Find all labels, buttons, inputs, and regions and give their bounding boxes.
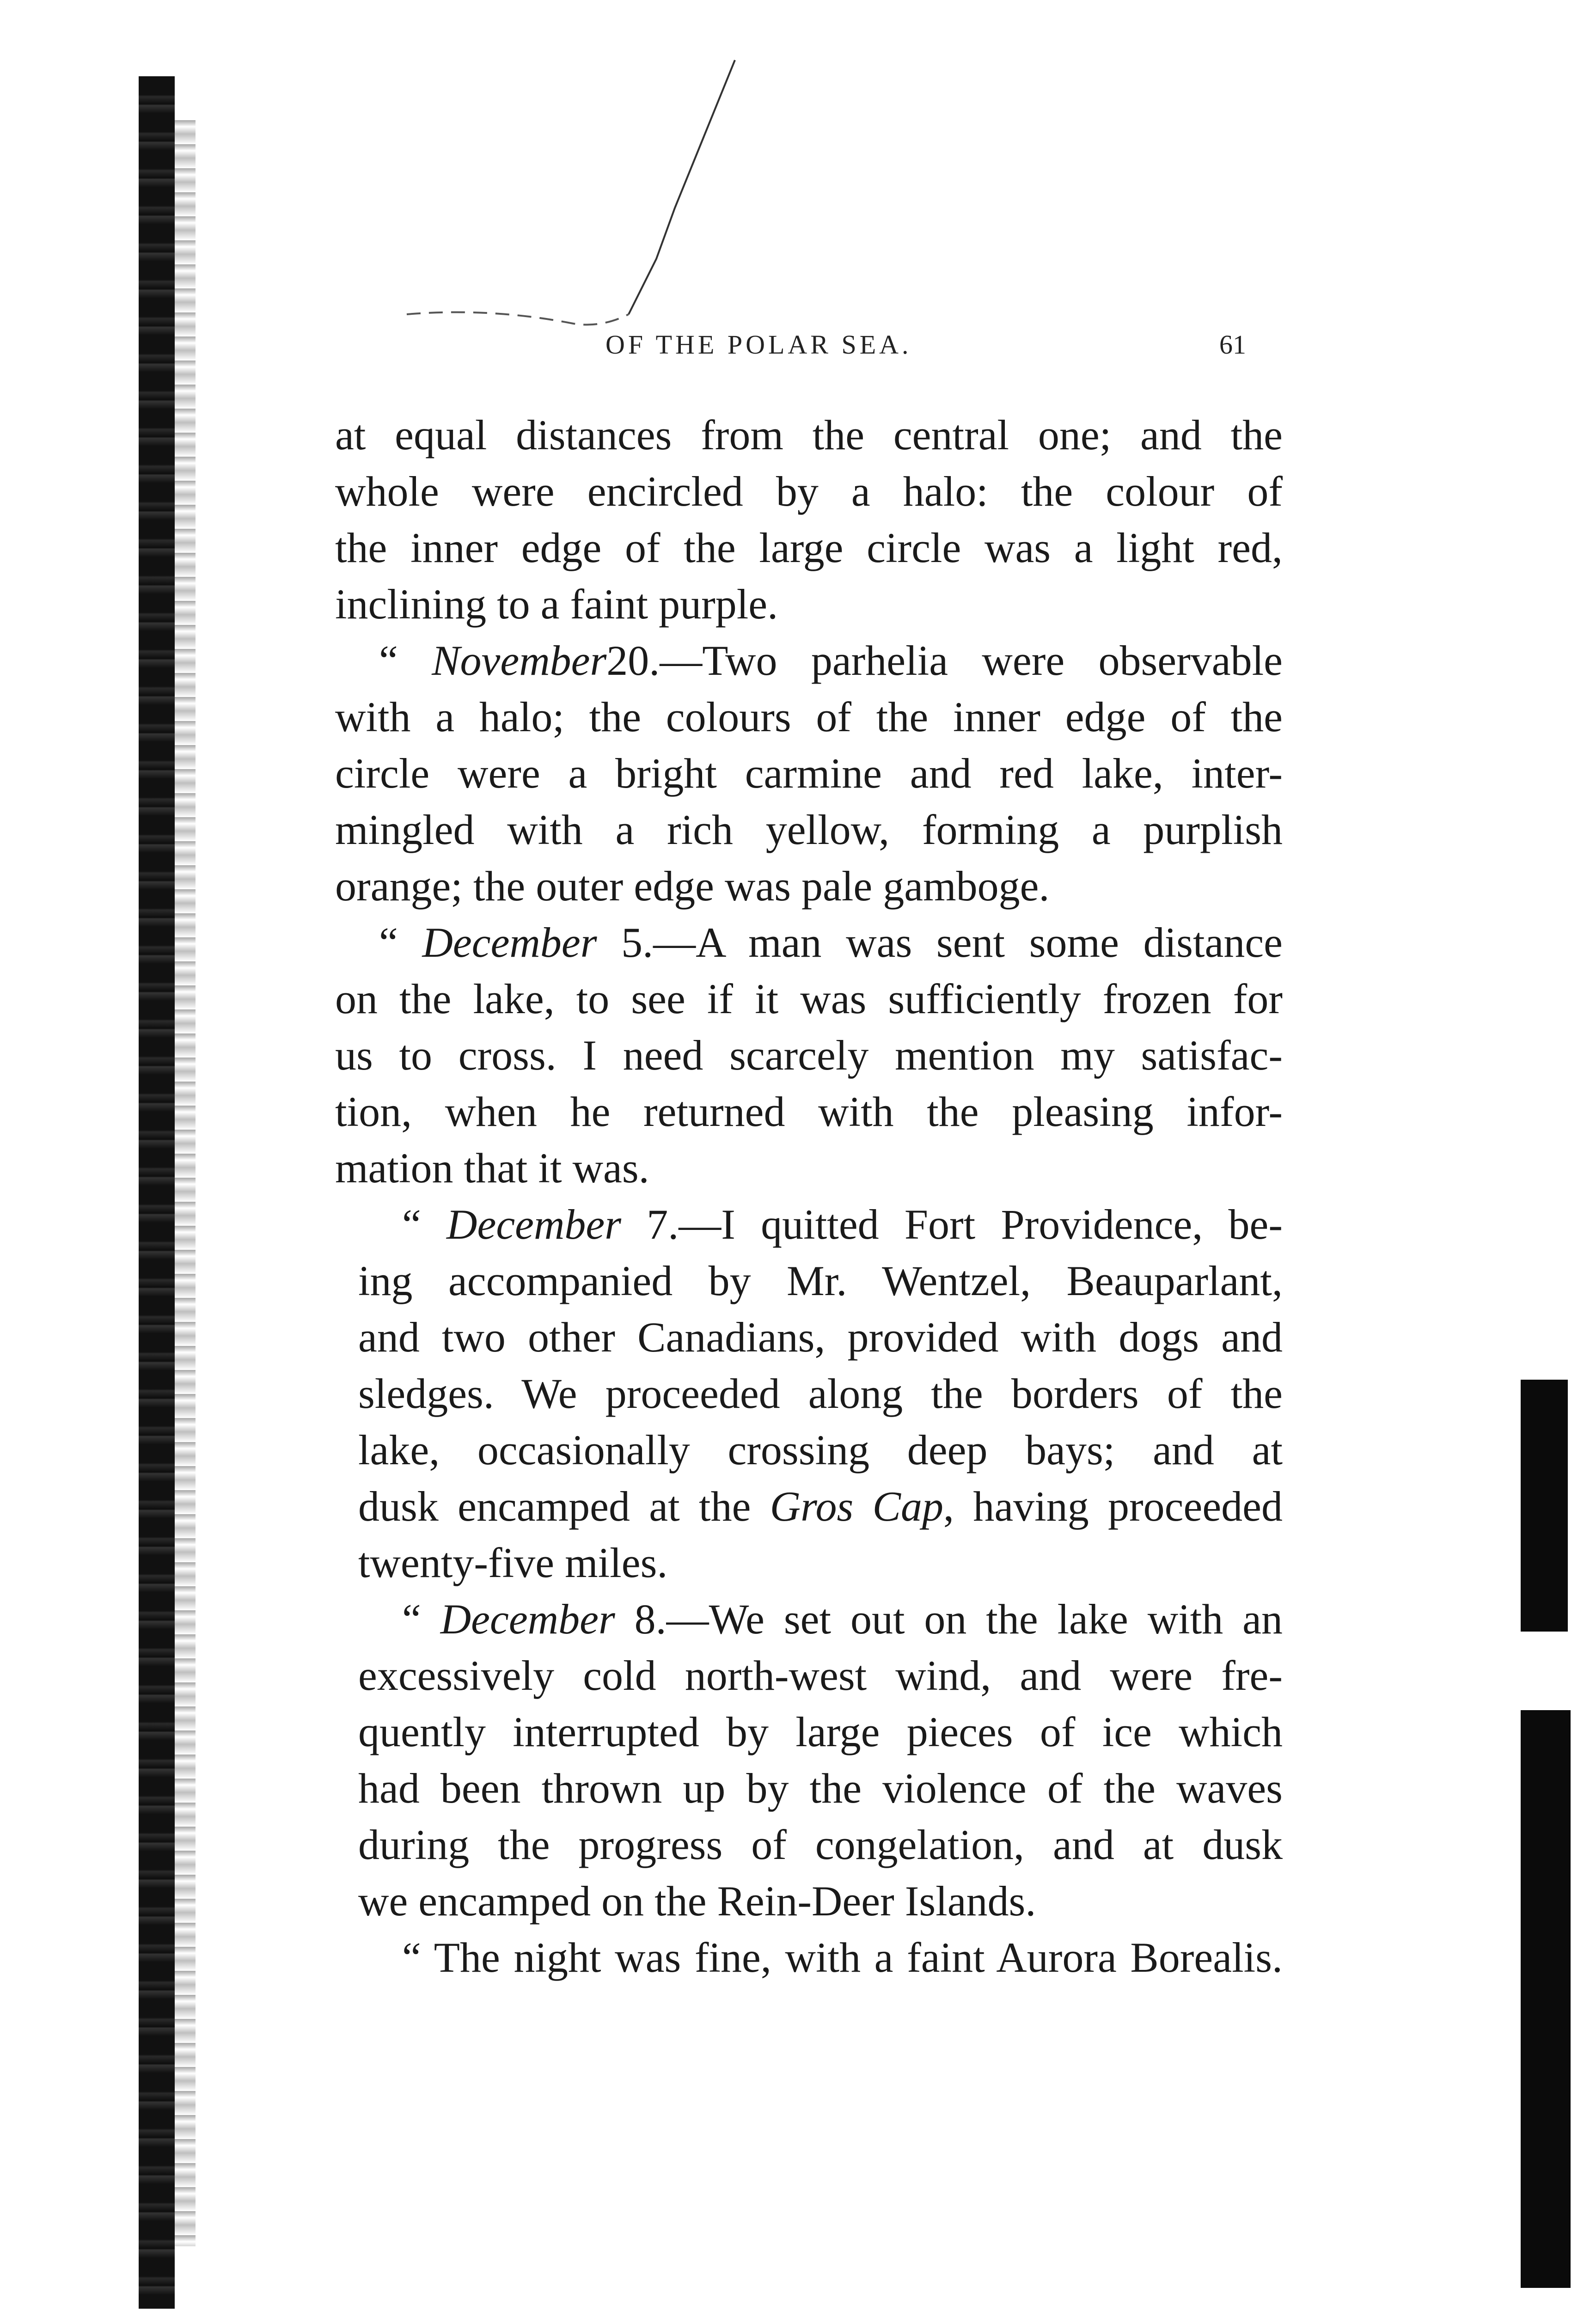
text-line: orange; the outer edge was pale gamboge. (335, 862, 1050, 910)
entry-text: —I quitted Fort Providence, be- (679, 1201, 1283, 1248)
text-line: twenty-five miles. (358, 1539, 668, 1586)
scan-binding-shadow (139, 76, 175, 2309)
text-line: tion, when he returned with the pleasing infor- (335, 1088, 1283, 1135)
text-line: mingled with a rich yellow, forming a purplish (335, 806, 1283, 853)
text-fragment: , having proceeded (943, 1483, 1283, 1530)
entry-day: 20. (606, 637, 660, 684)
text-line: ing accompanied by Mr. Wentzel, Beauparlant, (358, 1257, 1283, 1304)
text-line: inclining to a faint purple. (335, 581, 778, 628)
text-line: lake, occasionally crossing deep bays; and at (358, 1426, 1283, 1473)
text-line: excessively cold north-west wind, and were fre- (358, 1652, 1283, 1699)
entry-december-7 (358, 1196, 1283, 1253)
quote-mark: “ (379, 919, 422, 966)
text-line: and two other Canadians, provided with dogs and (358, 1314, 1283, 1361)
entry-day: 7. (621, 1201, 679, 1248)
entry-day: 8. (615, 1596, 667, 1643)
entry-text: —Two parhelia were observable (660, 637, 1283, 684)
text-line: during the progress of congelation, and at dusk (358, 1821, 1283, 1868)
text-line: quently interrupted by large pieces of ice which (358, 1708, 1283, 1755)
entry-date: November (432, 637, 607, 684)
text-fragment: dusk encamped at the (358, 1483, 770, 1530)
quote-mark: “ (379, 637, 432, 684)
entry-text: The night was fine, with a faint Aurora Borealis. (434, 1934, 1283, 1981)
entry-day: 5. (597, 919, 654, 966)
text-line: circle were a bright carmine and red lake, inter- (335, 750, 1283, 797)
scan-edge-bar-lower (1521, 1710, 1571, 2288)
pencil-check-mark (397, 55, 767, 333)
quote-mark: “ (402, 1934, 434, 1981)
text-line: us to cross. I need scarcely mention my satisfac- (335, 1032, 1283, 1079)
entry-date: December (440, 1596, 615, 1643)
entry-december-8 (358, 1591, 1283, 1647)
body-text (335, 407, 1283, 1986)
quote-mark: “ (402, 1596, 440, 1643)
text-line: sledges. We proceeded along the borders of the (358, 1370, 1283, 1417)
entry-closing-line (358, 1929, 1283, 1986)
entry-november-20 (335, 632, 1283, 689)
text-line: the inner edge of the large circle was a light red, (335, 524, 1283, 571)
entry-text: —A man was sent some distance (653, 919, 1283, 966)
entry-december-5 (335, 914, 1283, 971)
text-line: we encamped on the Rein-Deer Islands. (358, 1877, 1036, 1925)
text-line-gros-cap (358, 1478, 1283, 1535)
place-name: Gros Cap (770, 1483, 944, 1530)
text-line: had been thrown up by the violence of the waves (358, 1765, 1283, 1812)
scan-binding-fringe (175, 120, 196, 2246)
entry-date: December (422, 919, 597, 966)
entry-text: —We set out on the lake with an (666, 1596, 1283, 1643)
scan-edge-bar-upper (1521, 1380, 1568, 1632)
quote-mark: “ (402, 1201, 447, 1248)
text-line: mation that it was. (335, 1144, 649, 1192)
text-line: with a halo; the colours of the inner edge of the (335, 693, 1283, 740)
text-line: on the lake, to see if it was sufficiently frozen for (335, 975, 1283, 1022)
page-number: 61 (1219, 330, 1246, 360)
entry-date: December (446, 1201, 622, 1248)
text-line: at equal distances from the central one; and the (335, 411, 1283, 459)
text-line: whole were encircled by a halo: the colour of (335, 468, 1283, 515)
running-title: OF THE POLAR SEA. (605, 330, 912, 360)
